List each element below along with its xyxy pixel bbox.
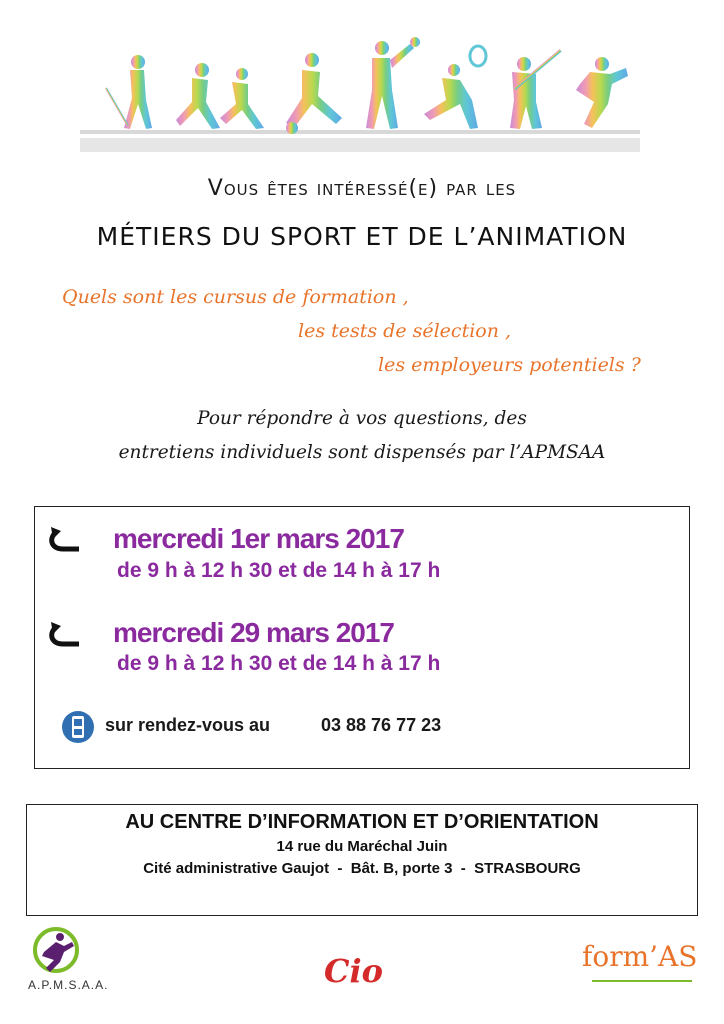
location-box — [26, 804, 698, 916]
apmsaa-emblem-icon — [28, 926, 88, 978]
dates-box — [34, 506, 690, 769]
appointment-phone[interactable]: 03 88 76 77 23 — [321, 715, 442, 735]
heading-line1: Vous êtes intéressé(e) par les — [207, 176, 517, 201]
session-2-date: mercredi 29 mars 2017 — [113, 617, 394, 648]
appointment-label: sur rendez-vous au — [105, 715, 271, 735]
question-2: les tests de sélection , — [298, 320, 512, 342]
apmsaa-logo — [24, 926, 134, 996]
formas-logo-text: form’AS — [582, 940, 698, 973]
formas-underline — [592, 980, 692, 982]
session-1-date: mercredi 1er mars 2017 — [113, 523, 404, 554]
curved-arrow-icon — [47, 525, 87, 553]
location-street: 14 rue du Maréchal Juin — [276, 838, 448, 855]
heading-line2: MÉTIERS DU SPORT ET DE L’ANIMATION — [96, 222, 628, 251]
session-2-hours: de 9 h à 12 h 30 et de 14 h à 17 h — [117, 652, 441, 675]
question-1: Quels sont les cursus de formation , — [62, 286, 409, 308]
session-1-hours: de 9 h à 12 h 30 et de 14 h à 17 h — [117, 559, 441, 582]
cio-logo — [318, 950, 398, 994]
intro-line1: Pour répondre à vos questions, des — [197, 408, 527, 429]
phone-icon — [61, 709, 95, 745]
intro-line2: entretiens individuels sont dispensés par l’APMSAA — [118, 442, 606, 463]
apmsaa-logo-text: A.P.M.S.A.A. — [28, 978, 109, 992]
location-address: Cité administrative Gaujot - Bât. B, porte 3 - STRASBOURG — [143, 860, 581, 877]
formas-logo — [582, 940, 702, 996]
question-3: les employeurs potentiels ? — [378, 354, 641, 376]
curved-arrow-icon — [47, 620, 87, 648]
location-title: AU CENTRE D’INFORMATION ET D’ORIENTATION — [125, 811, 599, 833]
sports-banner — [80, 30, 640, 160]
cio-logo-text: Cio — [324, 952, 383, 990]
